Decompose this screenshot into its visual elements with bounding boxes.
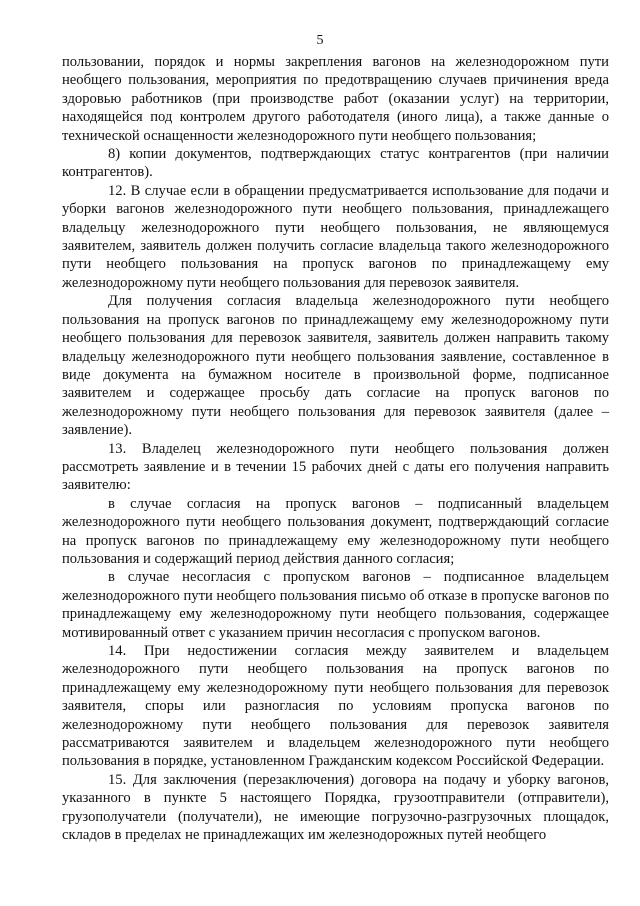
page-number: 5	[316, 33, 324, 48]
paragraph-consent-request: Для получения согласия владельца железнодорожного пути необщего пользования на пропуск вагонов по принадлежащему ему железнодорожному пути необщего пользования для перевозок заявителя, заявитель должен направить такому владельцу железнодорожного пути необщего пользования заявление, составленное в виде документа на бумажном носителе в произвольной форме, подписанное заявителем и содержащее просьбу дать согласие на пропуск вагонов по железнодорожному пути необщего пользования для перевозок заявителя (далее – заявление).	[62, 293, 609, 439]
document-body	[62, 53, 609, 844]
paragraph-consent-case: в случае согласия на пропуск вагонов – подписанный владельцем железнодорожного пути необщего пользования документ, подтверждающий согласие на пропуск вагонов по принадлежащему ему железнодорожному пути необщего пользования и содержащий период действия данного согласия;	[62, 495, 609, 567]
paragraph-refusal-case: в случае несогласия с пропуском вагонов – подписанное владельцем железнодорожного пути необщего пользования письмо об отказе в пропуске вагонов по принадлежащему ему железнодорожному пути необщего пользования, содержащее мотивированный ответ с указанием причин несогласия с пропуском вагонов.	[62, 569, 609, 641]
paragraph-item-8: 8) копии документов, подтверждающих статус контрагентов (при наличии контрагентов).	[62, 146, 609, 181]
paragraph-clause-14: 14. При недостижении согласия между заявителем и владельцем железнодорожного пути необщего пользования на пропуск вагонов по принадлежащему ему железнодорожному пути необщего пользования для перевозок заявителя, споры или разногласия по условиям пропуска вагонов по железнодорожному пути необщего пользования для перевозок заявителя рассматриваются заявителем и владельцем железнодорожного пути необщего пользования в порядке, установленном Гражданским кодексом Российской Федерации.	[62, 643, 609, 770]
paragraph-clause-13: 13. Владелец железнодорожного пути необщего пользования должен рассмотреть заявление и в течении 15 рабочих дней с даты его получения направить заявителю:	[62, 440, 609, 494]
paragraph-clause-15: 15. Для заключения (перезаключения) договора на подачу и уборку вагонов, указанного в пункте 5 настоящего Порядка, грузоотправители (отправители), грузополучатели (получатели), не имеющие погрузочно-разгрузочных площадок, складов в пределах не принадлежащих им железнодорожных путей необщего	[62, 771, 609, 844]
paragraph-clause-12: 12. В случае если в обращении предусматривается использование для подачи и уборки вагонов железнодорожного пути необщего пользования, принадлежащего владельцу железнодорожного пути необщего пользования, не являющемуся заявителем, заявитель должен получить согласие владельца такого железнодорожного пути необщего пользования на пропуск вагонов по принадлежащему ему железнодорожному пути необщего пользования для перевозок заявителя.	[62, 182, 609, 291]
paragraph-continuation: пользовании, порядок и нормы закрепления вагонов на железнодорожном пути необщего пользования, мероприятия по предотвращению случаев причинения вреда здоровью работников (при производстве работ (оказании услуг) на территории, находящейся под контролем другого работодателя (иного лица), а также данные о технической оснащенности железнодорожного пути необщего пользования;	[62, 54, 609, 144]
